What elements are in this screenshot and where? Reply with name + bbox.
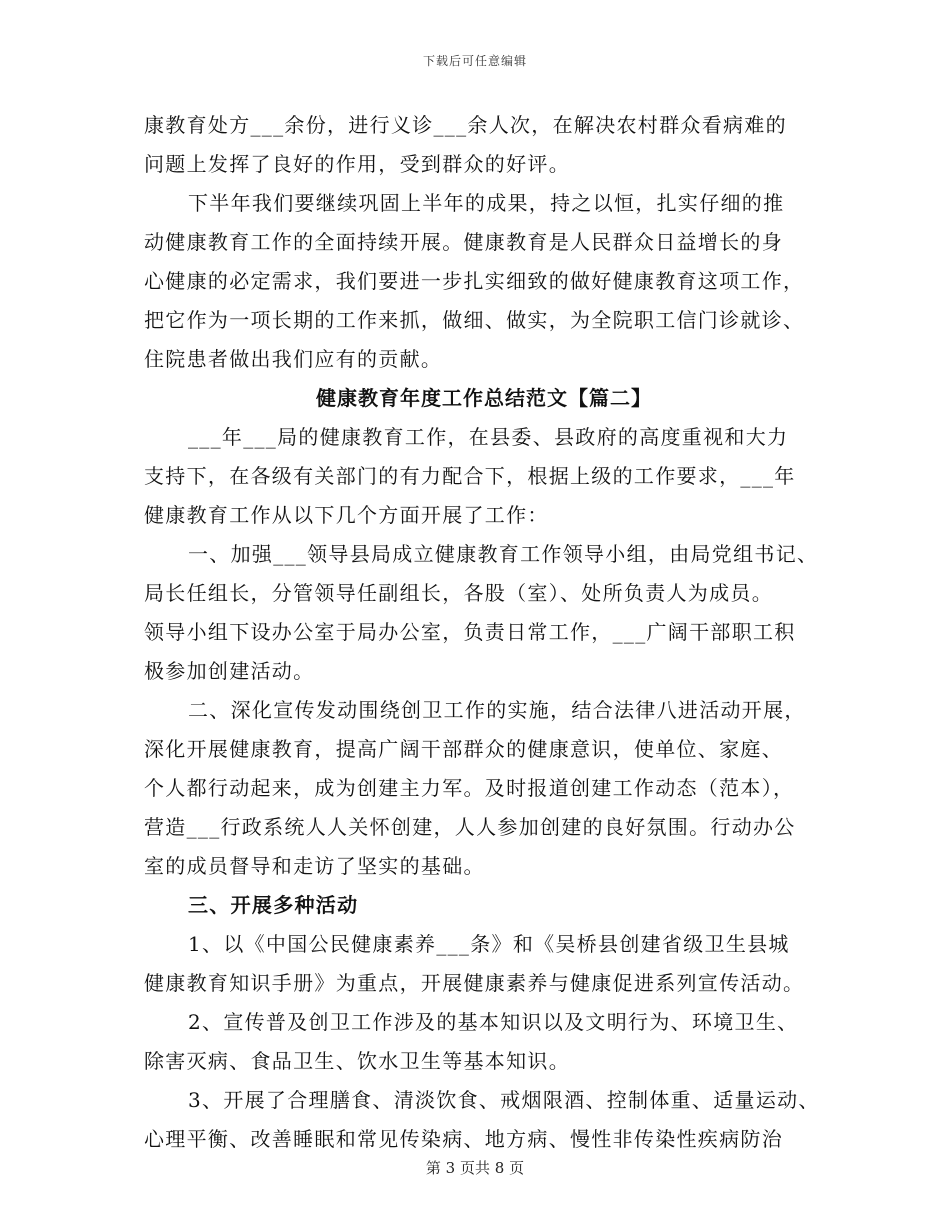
paragraph-line: 健康教育工作从以下几个方面开展了工作：	[144, 503, 549, 527]
paragraph-line: 把它作为一项长期的工作来抓，做细、做实，为全院职工信门诊就诊、	[144, 308, 805, 332]
paragraph-line: 个人都行动起来，成为创建主力军。及时报道创建工作动态（范本），	[144, 776, 795, 800]
section-title: 健康教育年度工作总结范文【篇二】	[316, 386, 652, 410]
paragraph-line: 局长任组长，分管领导任副组长，各股（室）、处所负责人为成员。	[144, 581, 773, 605]
paragraph-line: 一、加强___领导县局成立健康教育工作领导小组，由局党组书记、	[188, 542, 819, 566]
paragraph-line: 领导小组下设办公室于局办公室，负责日常工作，___广阔干部职工积	[144, 620, 796, 644]
paragraph-line: 康教育处方___余份，进行义诊___余人次，在解决农村群众看病难的	[144, 113, 787, 137]
paragraph-line: 极参加创建活动。	[144, 659, 315, 683]
paragraph-line: 心健康的必定需求，我们要进一步扎实细致的做好健康教育这项工作，	[144, 269, 805, 293]
paragraph-line: 动健康教育工作的全面持续开展。健康教育是人民群众日益增长的身	[144, 230, 783, 254]
paragraph-line: 2、宣传普及创卫工作涉及的基本知识以及文明行为、环境卫生、	[188, 1010, 799, 1034]
paragraph-line: ___年___局的健康教育工作，在县委、县政府的高度重视和大力	[188, 425, 789, 449]
paragraph-line: 3、开展了合理膳食、清淡饮食、戒烟限酒、控制体重、适量运动、	[188, 1088, 820, 1112]
paragraph-line: 住院患者做出我们应有的贡献。	[144, 347, 443, 371]
document-body	[144, 106, 824, 1159]
paragraph-line: 营造___行政系统人人关怀创建，人人参加创建的良好氛围。行动办公	[144, 815, 796, 839]
paragraph-line: 室的成员督导和走访了坚实的基础。	[144, 854, 485, 878]
paragraph-line: 二、深化宣传发动围绕创卫工作的实施，结合法律八进活动开展，	[188, 698, 806, 722]
paragraph-line: 问题上发挥了良好的作用，受到群众的好评。	[144, 152, 570, 176]
page-footer: 第 3 页共 8 页	[425, 1159, 525, 1177]
paragraph-line: 健康教育知识手册》为重点，开展健康素养与健康促进系列宣传活动。	[144, 971, 805, 995]
paragraph-line: 下半年我们要继续巩固上半年的成果，持之以恒，扎实仔细的推	[188, 191, 785, 215]
paragraph-line: 支持下，在各级有关部门的有力配合下，根据上级的工作要求，___年	[144, 464, 796, 488]
subsection-heading: 三、开展多种活动	[188, 893, 359, 917]
paragraph-line: 心理平衡、改善睡眠和常见传染病、地方病、慢性非传染性疾病防治	[144, 1127, 783, 1151]
paragraph-line: 深化开展健康教育，提高广阔干部群众的健康意识，使单位、家庭、	[144, 737, 783, 761]
page-header: 下载后可任意编辑	[422, 54, 527, 68]
paragraph-line: 除害灭病、食品卫生、饮水卫生等基本知识。	[144, 1049, 570, 1073]
paragraph-line: 1、以《中国公民健康素养___条》和《吴桥县创建省级卫生县城	[188, 932, 790, 956]
